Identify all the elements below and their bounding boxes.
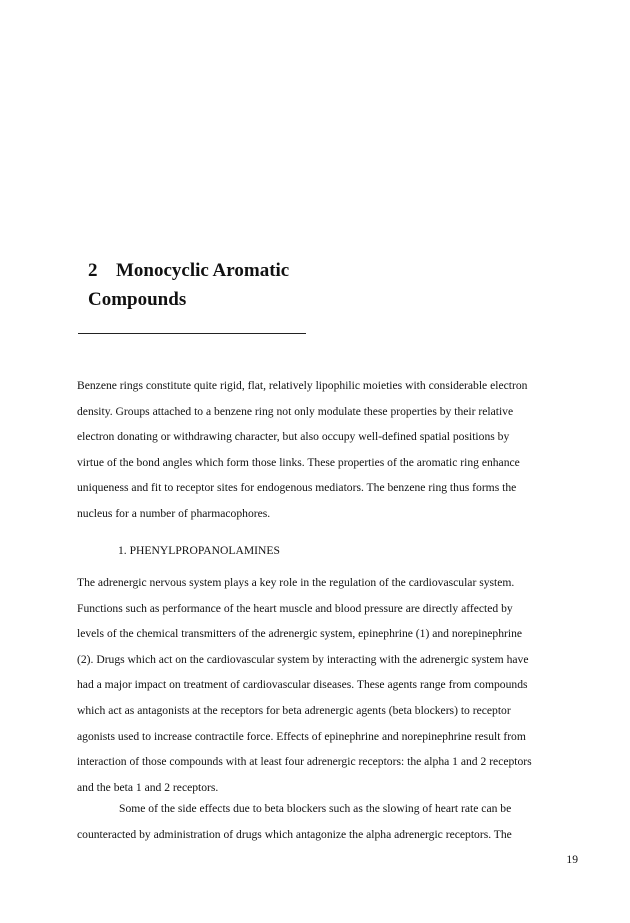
chapter-number: 2 — [88, 260, 98, 281]
chapter-title-line-2: Compounds — [88, 289, 187, 310]
text-line: agonists used to increase contractile force. Effects of epinephrine and norepinephrine result from — [77, 729, 526, 743]
text-line: The adrenergic nervous system plays a key role in the regulation of the cardiovascular system. — [77, 576, 515, 589]
text-line: uniqueness and fit to receptor sites for endogenous mediators. The benzene ring thus forms the — [77, 481, 517, 495]
text-line: which act as antagonists at the receptors for beta adrenergic agents (beta blockers) to receptor — [77, 703, 511, 717]
text-line: Benzene rings constitute quite rigid, flat, relatively lipophilic moieties with considerable electron — [77, 379, 528, 392]
text-line: counteracted by administration of drugs which antagonize the alpha adrenergic receptors. The — [77, 827, 512, 841]
text-line: Functions such as performance of the heart muscle and blood pressure are directly affected by — [77, 601, 513, 615]
intro-paragraph — [77, 373, 583, 527]
text-line: nucleus for a number of pharmacophores. — [77, 506, 271, 520]
chapter-title — [88, 256, 289, 314]
page-number: 19 — [566, 853, 578, 866]
section-paragraph — [77, 570, 583, 800]
text-line: virtue of the bond angles which form those links. These properties of the aromatic ring enhance — [77, 455, 520, 469]
section-heading: 1. PHENYLPROPANOLAMINES — [118, 544, 280, 557]
text-line: had a major impact on treatment of cardiovascular diseases. These agents range from compounds — [77, 678, 528, 692]
text-line: levels of the chemical transmitters of the adrenergic system, epinephrine (1) and norepinephrine — [77, 627, 523, 641]
text-line: Some of the side effects due to beta blockers such as the slowing of heart rate can be — [119, 802, 512, 815]
text-line: electron donating or withdrawing character, but also occupy well-defined spatial positions by — [77, 430, 510, 444]
continuation-paragraph — [77, 796, 583, 847]
text-line: interaction of those compounds with at least four adrenergic receptors: the alpha 1 and 2 receptors — [77, 755, 532, 769]
text-line: and the beta 1 and 2 receptors. — [77, 780, 219, 794]
chapter-title-line-1: Monocyclic Aromatic — [116, 260, 290, 281]
text-line: density. Groups attached to a benzene ring not only modulate these properties by their relative — [77, 404, 514, 418]
text-line: (2). Drugs which act on the cardiovascular system by interacting with the adrenergic system have — [77, 652, 529, 666]
title-divider — [78, 333, 306, 334]
